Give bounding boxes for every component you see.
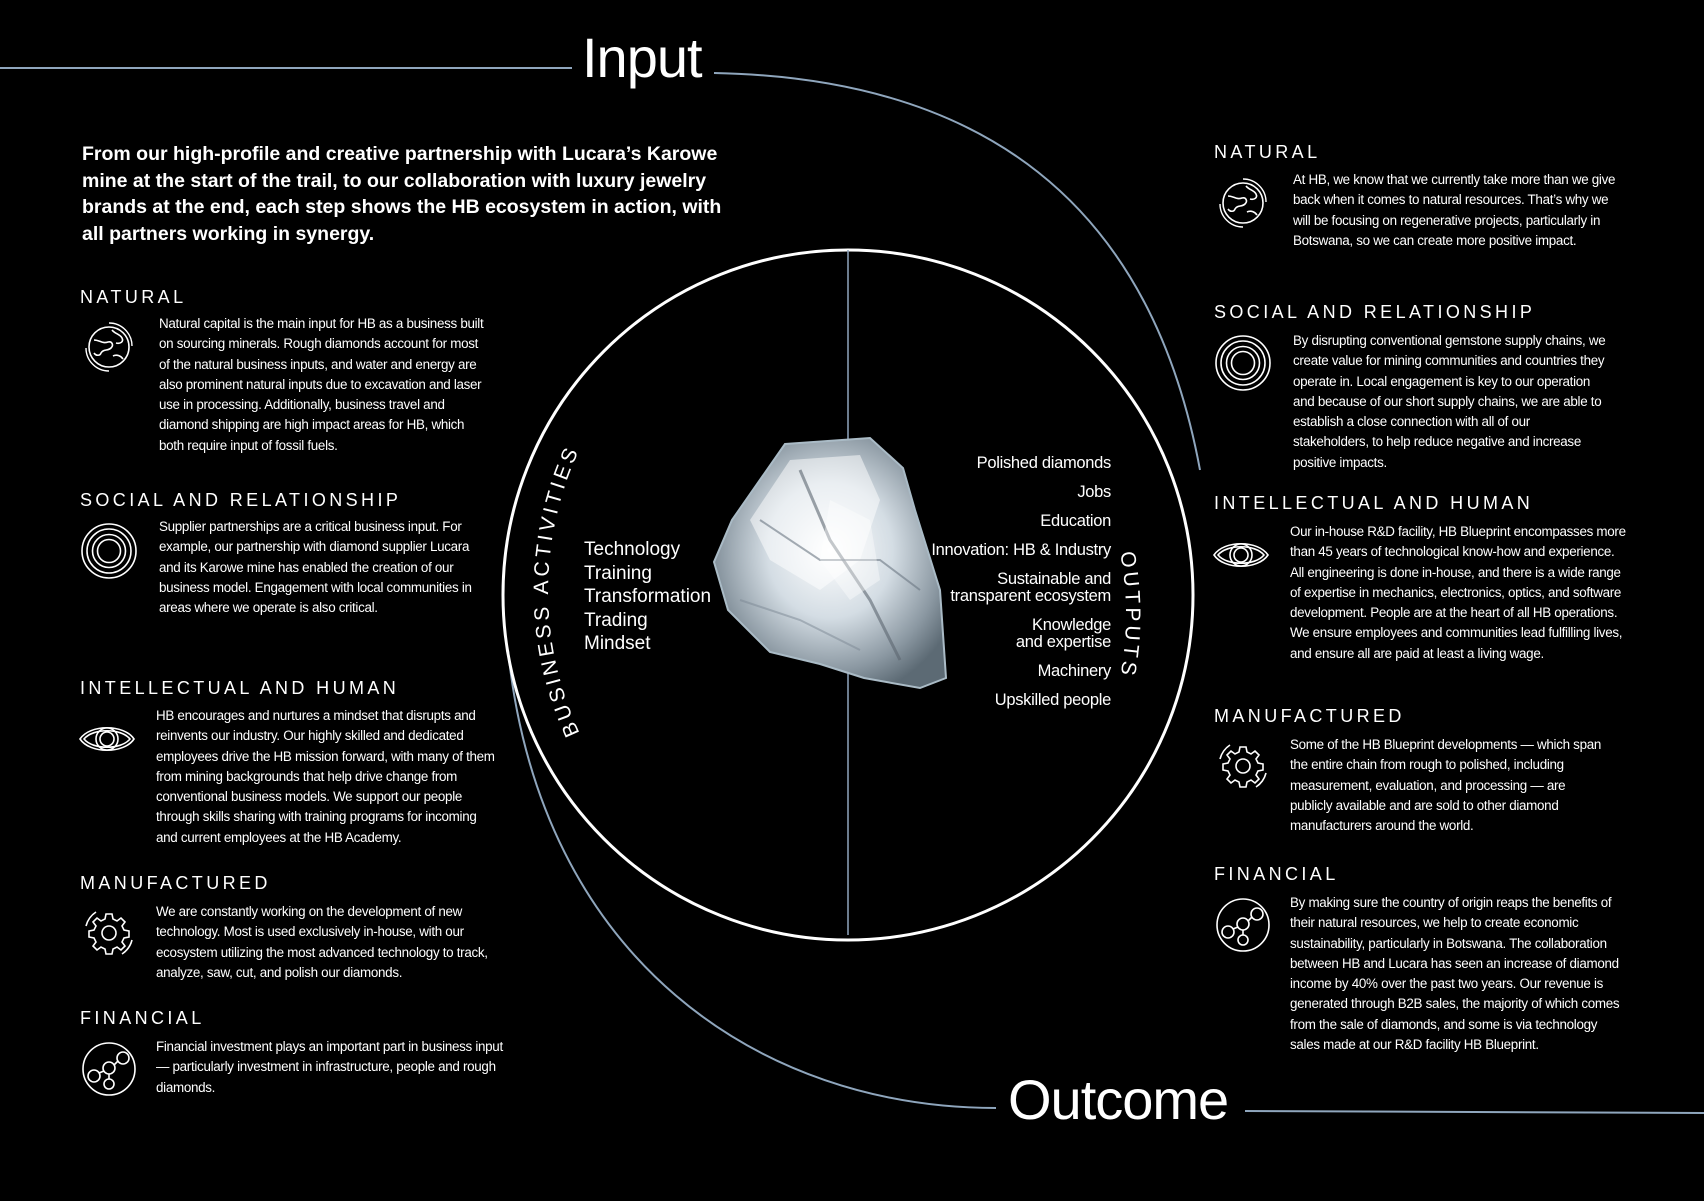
activity-item: Training (584, 562, 652, 584)
input-intellectual-text: HB encourages and nurtures a mindset that disrupts and reinvents our industry. Our highly skilled and dedicated employees drive the HB mission forward, with many of them from mining backgrounds that help drive change from conventional business models. We support our people through skills sharing with training programs for incoming and current employees at the HB Academy. (156, 708, 495, 845)
output-item: Sustainable and transparent ecosystem (950, 570, 1111, 605)
outputs-label: OUTPUTS (1115, 549, 1144, 681)
output-item: Education (1040, 512, 1111, 530)
globe-icon (1214, 174, 1272, 232)
intro-text: From our high-profile and creative partnership with Lucara’s Karowe mine at the start of the trail, to our collaboration with luxury jewelry brands at the end, each step shows the HB ecosystem in action, with all partners working in synergy. (82, 143, 722, 245)
globe-icon (80, 318, 138, 376)
concentric-circles-icon (1214, 334, 1272, 392)
input-financial-title: FINANCIAL (80, 1008, 205, 1028)
output-item: Upskilled people (994, 691, 1111, 709)
outcome-title: Outcome (1008, 1068, 1229, 1131)
gear-icon (1214, 737, 1272, 795)
input-title: Input (582, 26, 702, 89)
gear-icon (80, 904, 138, 962)
input-financial-text: Financial investment plays an important part in business input — particularly investment in infrastructure, people and rough diamonds. (156, 1039, 503, 1095)
outcome-financial-title: FINANCIAL (1214, 864, 1339, 884)
outcome-natural-text: At HB, we know that we currently take more than we give back when it comes to natural resources. That’s why we will be focusing on regenerative projects, particularly in Botswana, so we can create more positive impact. (1293, 172, 1616, 248)
output-item: Polished diamonds (976, 454, 1111, 472)
outcome-manufactured-title: MANUFACTURED (1214, 706, 1405, 726)
outcome-intellectual-title: INTELLECTUAL AND HUMAN (1214, 493, 1534, 513)
outcome-manufactured-text: Some of the HB Blueprint developments — which span the entire chain from rough to polished, including measurement, evaluation, and processing — are publicly available and are sold to other diamond manufacturers around the world. (1290, 737, 1602, 834)
concentric-circles-icon (80, 522, 138, 580)
eye-icon (1212, 526, 1270, 584)
business-activities-label: BUSINESS ACTIVITIES (529, 441, 585, 741)
outcome-intellectual-text: Our in-house R&D facility, HB Blueprint encompasses more than 45 years of technological know-how and experience. All engineering is done in-house, and there is a wide range of expertise in mechanics, electronics, optics, and software development. People are at the heart of all HB operations. We ensure employees and communities lead fulfilling lives, and ensure all are paid at least a living wage. (1290, 524, 1626, 661)
eye-icon (78, 710, 136, 768)
activity-item: Trading (584, 609, 648, 631)
activity-item: Technology (584, 539, 681, 560)
output-item: Machinery (1037, 662, 1111, 680)
input-manufactured-text: We are constantly working on the development of new technology. Most is used exclusively in-house, with our ecosystem utilizing the most advanced technology to track, analyze, saw, cut, and polish our diamonds. (156, 904, 488, 980)
business-activities-list (584, 538, 711, 656)
input-social-title: SOCIAL AND RELATIONSHIP (80, 490, 402, 510)
outcome-natural-title: NATURAL (1214, 142, 1321, 162)
input-manufactured-title: MANUFACTURED (80, 873, 271, 893)
activity-item: Mindset (584, 633, 651, 654)
output-item: Jobs (1077, 483, 1111, 501)
outcome-social-text: By disrupting conventional gemstone supply chains, we create value for mining communities and countries they operate in. Local engagement is key to our operation and because of our short supply chains, we are able to establish a close connection with all of our stakeholders, to help reduce negative and increase positive impacts. (1293, 333, 1606, 470)
outcome-financial-text: By making sure the country of origin reaps the benefits of their natural resources, we help to create economic sustainability, particularly in Botswana. The collaboration between HB and Lucara has seen an increase of diamond income by 40% over the past two years. Our revenue is generated through B2B sales, the majority of which comes from the sale of diamonds, and some is via technology sales made at our R&D facility HB Blueprint. (1290, 895, 1620, 1053)
outcome-social-title: SOCIAL AND RELATIONSHIP (1214, 302, 1536, 322)
network-icon (1214, 896, 1272, 954)
output-item: Knowledge and expertise (1015, 616, 1111, 651)
input-natural-text: Natural capital is the main input for HB as a business built on sourcing minerals. Rough diamonds account for most of the natural business inputs, and water and energy are also prominent natural inputs due to excavation and laser use in processing. Additionally, business travel and diamond shipping are high impact areas for HB, which both require input of fossil fuels. (159, 316, 484, 453)
outputs-list (881, 455, 1111, 721)
activity-item: Transformation (584, 586, 712, 607)
input-social-text: Supplier partnerships are a critical business input. For example, our partnership with diamond supplier Lucara and its Karowe mine has enabled the creation of our business model. Engagement with local communities in areas where we operate is also critical. (159, 519, 472, 616)
network-icon (80, 1040, 138, 1098)
input-intellectual-title: INTELLECTUAL AND HUMAN (80, 678, 400, 698)
output-item: Innovation: HB & Industry (931, 541, 1111, 559)
input-natural-title: NATURAL (80, 287, 187, 307)
